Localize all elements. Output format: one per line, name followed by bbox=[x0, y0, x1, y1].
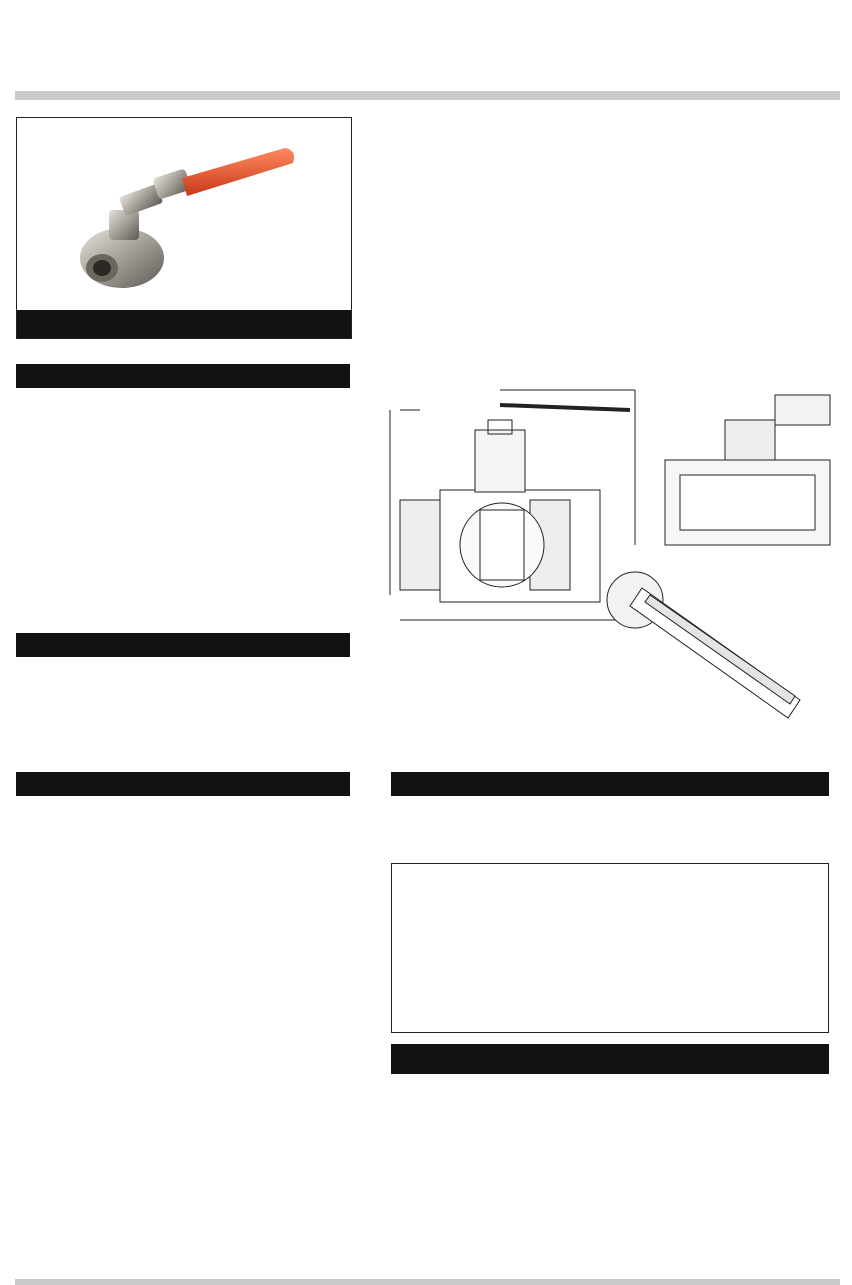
valve-body bbox=[80, 168, 192, 288]
dimensions-201d-table bbox=[391, 1044, 829, 1074]
pt-ratings-chart bbox=[391, 863, 829, 1033]
side-view bbox=[665, 395, 830, 545]
top-view bbox=[607, 572, 800, 718]
red-handle bbox=[182, 148, 294, 196]
technical-drawing bbox=[380, 370, 840, 745]
section-view bbox=[390, 390, 640, 620]
dimensions-sh01-table bbox=[16, 633, 350, 657]
ball-valve-photo bbox=[17, 118, 351, 310]
material-sh01-table bbox=[16, 364, 350, 388]
break-torque-table bbox=[391, 772, 829, 796]
bottom-divider bbox=[15, 1279, 840, 1285]
material-201d-title bbox=[16, 772, 350, 796]
pt-chart-svg bbox=[392, 864, 827, 1031]
material-sh01-title bbox=[16, 364, 350, 388]
top-divider bbox=[15, 91, 840, 100]
break-torque-title bbox=[391, 772, 829, 796]
dimensions-201d-title bbox=[391, 1044, 829, 1074]
material-201d-table bbox=[16, 772, 350, 796]
product-photo-box bbox=[16, 117, 352, 339]
photo-caption-bar bbox=[17, 310, 351, 338]
dimensions-sh01-title bbox=[16, 633, 350, 657]
